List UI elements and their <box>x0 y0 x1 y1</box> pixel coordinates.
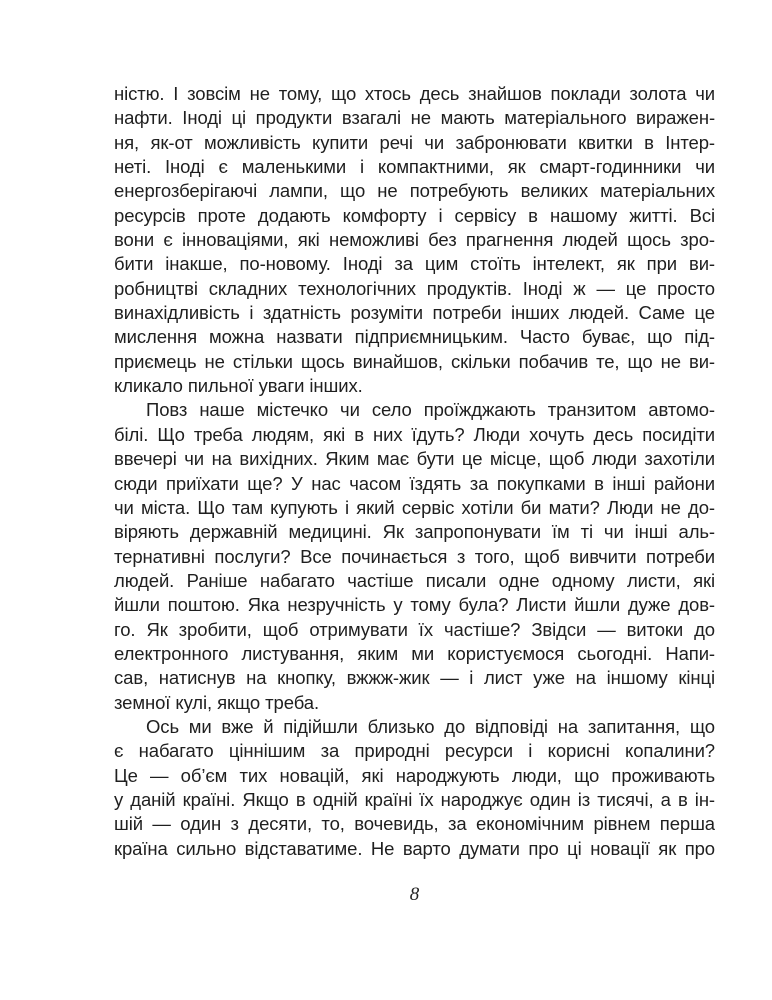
body-text <box>114 82 715 861</box>
text-line: ввечері чи на вихідних. Яким має бути це місце, щоб люди захотіли <box>114 448 715 470</box>
text-line: йшли поштою. Яка незручність у тому була? Листи йшли дуже дов- <box>114 594 715 616</box>
text-line: електронного листування, яким ми користуємося сьогодні. Напи- <box>114 642 715 664</box>
text-line: тернативні послуги? Все починається з того, щоб вивчити потреби <box>114 545 715 567</box>
text-line: ністю. І зовсім не тому, що хтось десь знайшов поклади золота чи <box>114 83 715 104</box>
text-line: Повз наше містечко чи село проїжджають транзитом автомо- <box>146 399 715 421</box>
text-line: винахідливість і здатність розуміти потреби інших людей. Саме це <box>114 302 715 324</box>
text-line: нафти. Іноді ці продукти взагалі не мають матеріального виражен- <box>114 107 715 129</box>
text-line: ня, як-от можливість купити речі чи забронювати квитки в Інтер- <box>114 131 715 153</box>
text-line: мислення можна назвати підприємницьким. Часто буває, що під- <box>114 326 715 348</box>
text-line: у даній країні. Якщо в одній країні їх народжує один із тисячі, а в ін- <box>114 788 715 810</box>
text-line: білі. Що треба людям, які в них їдуть? Люди хочуть десь посидіти <box>114 423 715 445</box>
paragraph <box>114 398 715 714</box>
text-line: неті. Іноді є маленькими і компактними, як смарт-годинники чи <box>114 156 715 178</box>
text-line: ресурсів проте додають комфорту і сервісу в нашому житті. Всі <box>114 204 715 226</box>
text-line: Ось ми вже й підійшли близько до відповіді на запитання, що <box>146 715 715 737</box>
text-line: шій — один з десяти, то, вочевидь, за економічним рівнем перша <box>114 813 715 835</box>
text-line: сав, натиснув на кнопку, вжжж-жик — і лист уже на іншому кінці <box>114 667 715 689</box>
text-line: кликало пильної уваги інших. <box>114 375 363 397</box>
paragraph <box>114 82 715 398</box>
text-line: земної кулі, якщо треба. <box>114 691 319 713</box>
text-line: робництві складних технологічних продуктів. Іноді ж — це просто <box>114 277 715 299</box>
text-line: країна сильно відставатиме. Не варто думати про ці новації як про <box>114 837 715 859</box>
text-line: го. Як зробити, щоб отримувати їх частіше? Звідси — витоки до <box>114 618 715 640</box>
text-line: сюди приїхати ще? У нас часом їздять за покупками в інші райони <box>114 472 715 494</box>
text-line: є набагато ціннішим за природні ресурси і корисні копалини? <box>114 740 715 762</box>
page-number: 8 <box>409 884 420 905</box>
text-line: приємець не стільки щось винайшов, скільки побачив те, що не ви- <box>114 350 715 372</box>
text-line: енергозберігаючі лампи, що не потребують великих матеріальних <box>114 180 715 202</box>
text-line: Це — об’єм тих новацій, які народжують люди, що проживають <box>114 764 715 786</box>
text-line: чи міста. Що там купують і який сервіс хотіли би мати? Люди не до- <box>114 496 715 518</box>
text-line: вони є інноваціями, які неможливі без прагнення людей щось зро- <box>114 229 715 251</box>
text-line: бити інакше, по-новому. Іноді за цим стоїть інтелект, як при ви- <box>114 253 715 275</box>
text-line: віряють державній медицині. Як запропонувати їм ті чи інші аль- <box>114 521 715 543</box>
paragraph <box>114 715 715 861</box>
text-line: людей. Раніше набагато частіше писали одне одному листи, які <box>114 569 715 591</box>
